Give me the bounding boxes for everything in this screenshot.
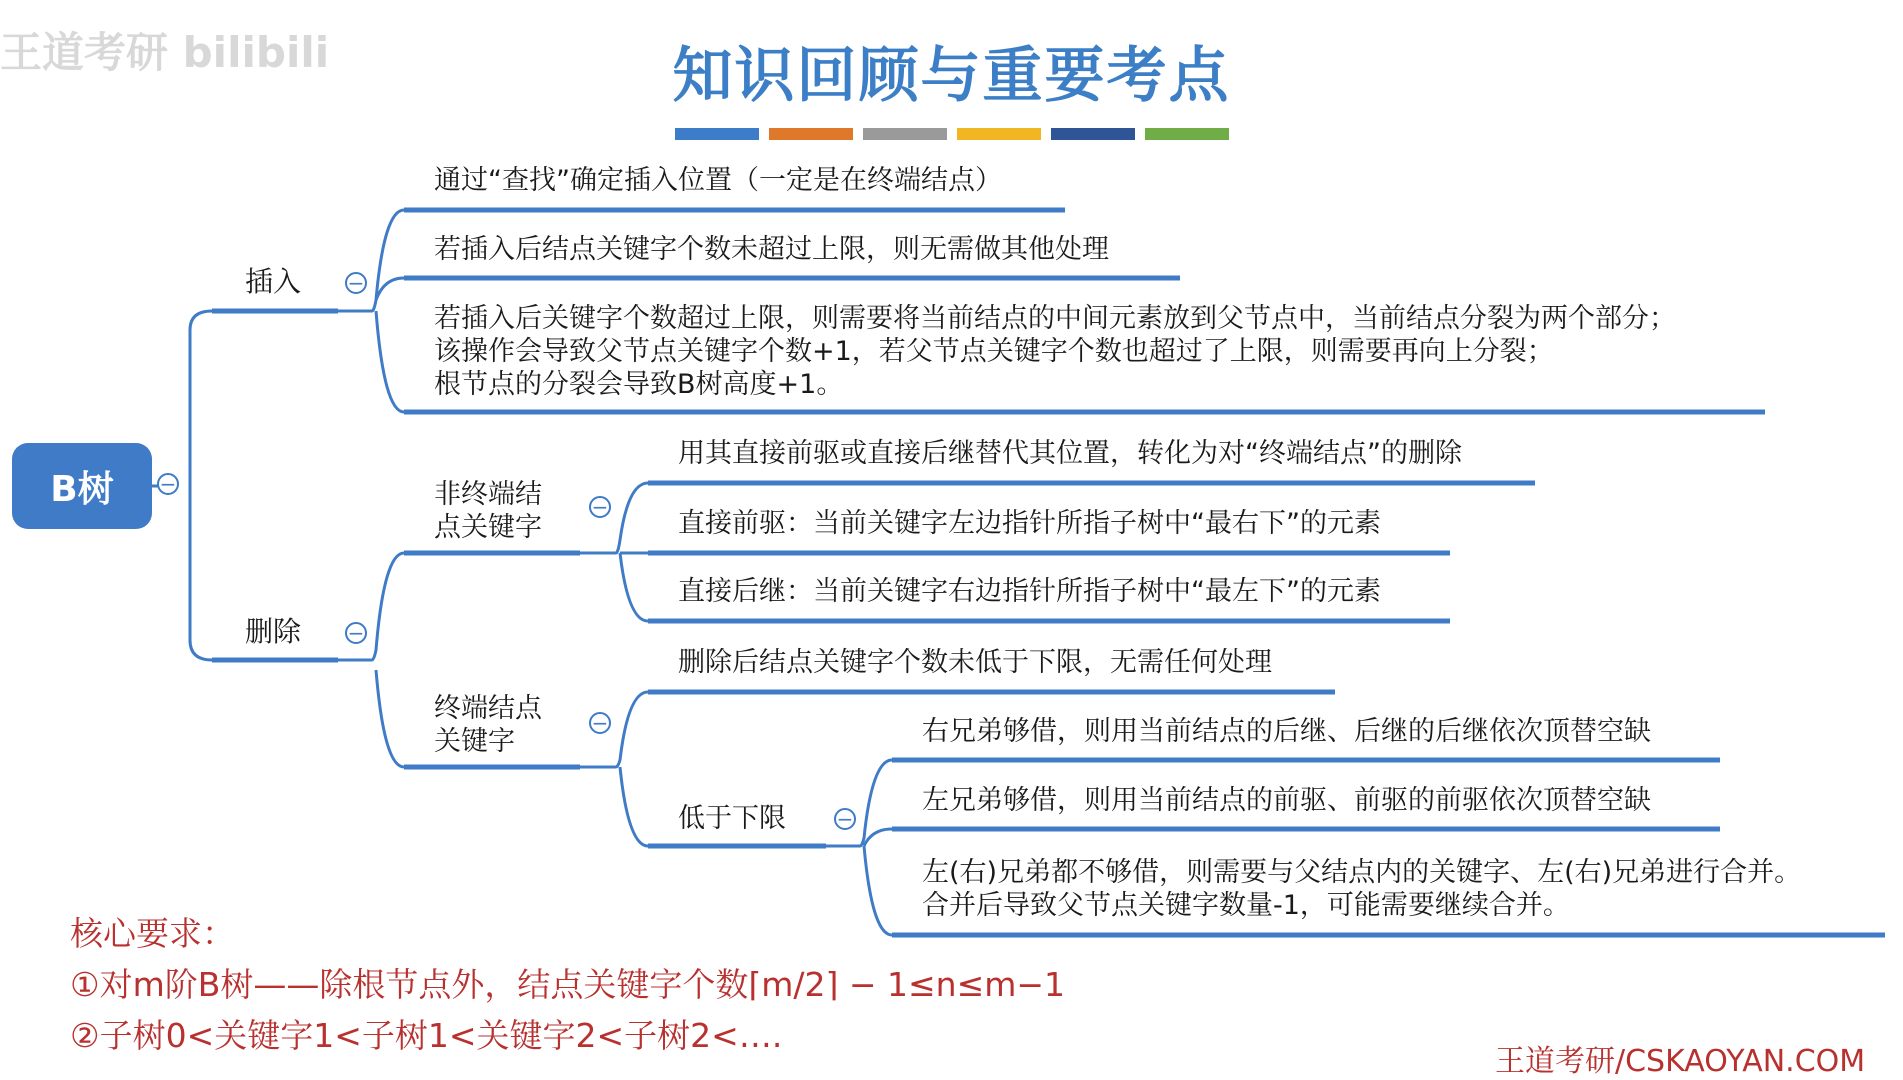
text-line: 合并后导致父节点关键字数量-1，可能需要继续合并。 (922, 890, 1570, 921)
nonterminal-item-replace: 用其直接前驱或直接后继替代其位置，转化为对“终端结点”的删除 (678, 438, 1462, 469)
text-line: 若插入后关键字个数超过上限，则需要将当前结点的中间元素放到父节点中，当前结点分裂为两个部分； (434, 303, 1676, 334)
branch-terminal[interactable] (434, 692, 542, 758)
branch-below-limit[interactable]: 低于下限 (678, 803, 786, 834)
collapse-icon[interactable]: − (345, 622, 367, 644)
insert-item-find: 通过“查找”确定插入位置（一定是在终端结点） (434, 165, 1002, 196)
root-node[interactable]: B树 (12, 443, 152, 529)
collapse-icon[interactable]: − (157, 473, 179, 495)
nonterminal-item-successor: 直接后继：当前关键字右边指针所指子树中“最左下”的元素 (678, 576, 1381, 607)
page-title: 知识回顾与重要考点 (672, 41, 1231, 111)
text-line: 该操作会导致父节点关键字个数+1，若父节点关键字个数也超过了上限，则需要再向上分裂； (434, 336, 1554, 367)
text-line: 终端结点 (434, 693, 542, 724)
text-line: 关键字 (434, 726, 515, 757)
footer-brand: 王道考研/CSKAOYAN.COM (1495, 1044, 1866, 1079)
watermark: 王道考研 bilibili (0, 28, 330, 77)
notes-heading: 核心要求： (70, 914, 235, 953)
insert-item-split (434, 302, 1676, 401)
below-item-left-sibling: 左兄弟够借，则用当前结点的前驱、前驱的前驱依次顶替空缺 (922, 785, 1651, 816)
nonterminal-item-predecessor: 直接前驱：当前关键字左边指针所指子树中“最右下”的元素 (678, 508, 1381, 539)
collapse-icon[interactable]: − (589, 496, 611, 518)
collapse-icon[interactable]: − (589, 712, 611, 734)
below-item-merge (922, 856, 1801, 922)
branch-nonterminal[interactable] (434, 478, 542, 544)
collapse-icon[interactable]: − (345, 272, 367, 294)
text-line: 根节点的分裂会导致B树高度+1。 (434, 369, 844, 400)
collapse-icon[interactable]: − (834, 808, 856, 830)
notes-line-1: ①对m阶B树——除根节点外，结点关键字个数⌈m/2⌉ − 1≤n≤m−1 (70, 965, 1066, 1004)
insert-item-no-overflow: 若插入后结点关键字个数未超过上限，则无需做其他处理 (434, 234, 1109, 265)
text-line: 非终端结 (434, 479, 542, 510)
text-line: 左(右)兄弟都不够借，则需要与父结点内的关键字、左(右)兄弟进行合并。 (922, 857, 1802, 888)
below-item-right-sibling: 右兄弟够借，则用当前结点的后继、后继的后继依次顶替空缺 (922, 716, 1651, 747)
terminal-item-ok: 删除后结点关键字个数未低于下限，无需任何处理 (678, 647, 1272, 678)
branch-delete[interactable]: 删除 (245, 615, 302, 648)
notes-line-2: ②子树0<关键字1<子树1<关键字2<子树2<…. (70, 1016, 783, 1055)
branch-insert[interactable]: 插入 (245, 265, 302, 298)
text-line: 点关键字 (434, 512, 542, 543)
